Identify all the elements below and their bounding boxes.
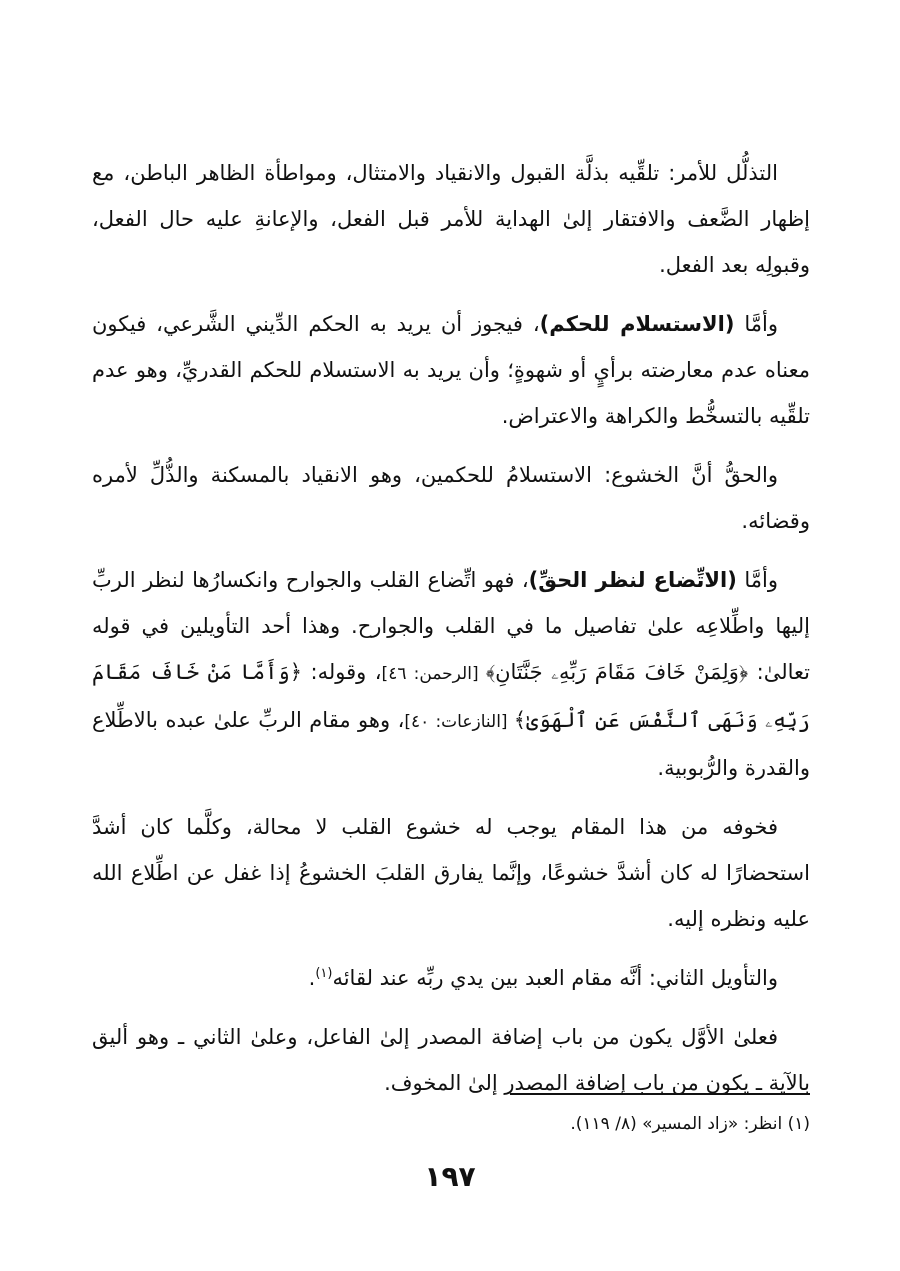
paragraph-text: التذلُّل للأمر: تلقِّيه بذلَّة القبول والانقياد والامتثال، ومواطأة الظاهر الباطن، مع إظهار الضَّعف والافتقار إلىٰ الهداية للأمر قبل الفعل، والإعانةِ عليه حال الفعل، وقبولِه بعد الفعل. [92, 161, 810, 277]
paragraph-tadhallul [92, 150, 810, 288]
verse-reference: [الرحمن: ٤٦] [381, 664, 486, 684]
footnote-marker[interactable]: (١) [315, 966, 333, 981]
verse-reference: [النازعات: ٤٠] [404, 712, 514, 732]
paragraph-text: ، وقوله: [302, 660, 382, 684]
paragraph-khawf [92, 804, 810, 942]
paragraph-text: ، فيجوز أن يريد به الحكم الدِّيني الشَّرعي، فيكون معناه عدم معارضته برأيٍ أو شهوةٍ؛ وأن يريد به الاستسلام للحكم القدريِّ، وهو عدم تلقِّيه بالتسخُّط والكراهة والاعتراض. [92, 312, 810, 428]
quran-verse: ﴿وَأَمَّا مَنْ خَافَ مَقَامَ رَبِّهِۦ وَنَهَى ٱلنَّفْسَ عَنِ ٱلْهَوَىٰ﴾ [92, 660, 810, 732]
page-number: ١٩٧ [424, 1160, 476, 1193]
paragraph-istislam [92, 301, 810, 439]
paragraph-text: والحقُّ أنَّ الخشوع: الاستسلامُ للحكمين، وهو الانقياد بالمسكنة والذُّلِّ لأمره وقضائه. [92, 463, 810, 533]
footnote-text: (١) انظر: «زاد المسير» (٨/ ١١٩). [570, 1114, 810, 1134]
footnote [92, 1110, 810, 1138]
footnote-divider [510, 1093, 810, 1095]
quran-verse: ﴿وَلِمَنْ خَافَ مَقَامَ رَبِّهِۦ جَنَّتَانِ﴾ [485, 660, 749, 684]
paragraph-text: والتأويل الثاني: أنَّه مقام العبد بين يدي ربِّه عند لقائه [332, 966, 778, 990]
paragraph-text: فخوفه من هذا المقام يوجب له خشوع القلب لا محالة، وكلَّما كان أشدَّ استحضارًا له كان أشدَّ خشوعًا، وإنَّما يفارق القلبَ الخشوعُ إذا غفل عن اطِّلاع الله عليه ونظره إليه. [92, 815, 810, 931]
paragraph-khushu [92, 452, 810, 544]
paragraph-ittida [92, 557, 810, 791]
term-heading: (الاستسلام للحكم) [539, 312, 735, 336]
paragraph-text: ، وهو مقام الربِّ علىٰ عبده بالاطِّلاع والقدرة والرُّبوبية. [92, 708, 810, 780]
paragraph-text: وأمَّا [736, 568, 778, 592]
main-text [92, 150, 810, 1119]
paragraph-text: فعلىٰ الأوَّل يكون من باب إضافة المصدر إلىٰ الفاعل، وعلىٰ الثاني ـ وهو أليق بالآية ـ يكون من باب إضافة المصدر إلىٰ المخوف. [92, 1025, 810, 1095]
paragraph-text: وأمَّا [734, 312, 778, 336]
paragraph-text: . [308, 966, 316, 990]
paragraph-second-interpretation [92, 955, 810, 1001]
paragraph-text: ، فهو اتِّضاع القلب والجوارح وانكسارُها لنظر الربِّ إليها واطِّلاعِه علىٰ تفاصيل ما في القلب والجوارح. وهذا أحد التأويلين في قوله تعالىٰ: [92, 568, 810, 684]
term-heading: (الاتِّضاع لنظر الحقِّ) [528, 568, 737, 592]
